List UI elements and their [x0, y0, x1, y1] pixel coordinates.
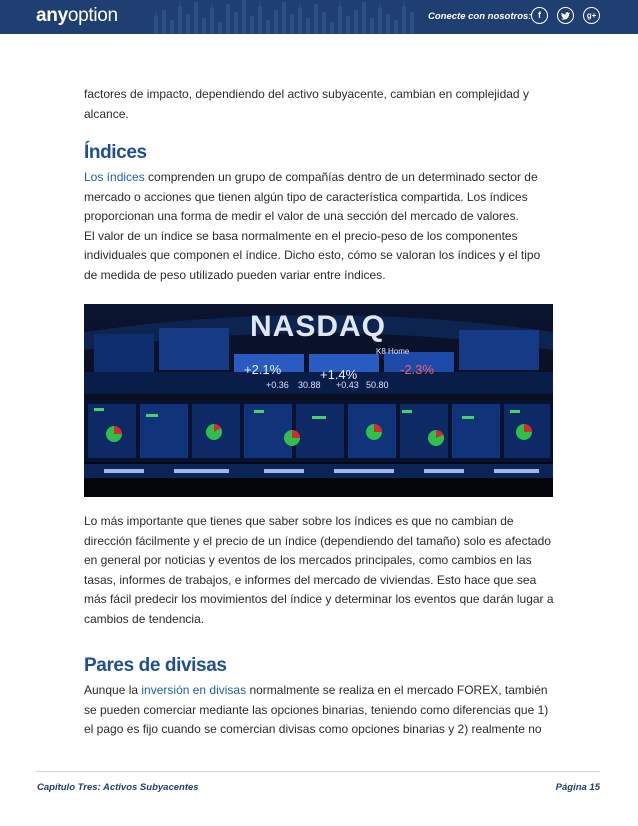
indices-paragraph-3: Lo más importante que tienes que saber sobre los índices es que no cambian de dirección fácilmente y el precio de un índice (dependiendo del tamaño) solo es afectado en general por noticias y eventos de los mercados principales, como cambios en las tasas, informes de trabajos, e informes del mercado de viviendas. Esto hace que sea más fácil predecir los movimientos del índice y determinar los eventos que darán lugar a cambios de tendencia.: [84, 514, 554, 626]
nasdaq-photo: [84, 304, 553, 497]
connect-label: Conecte con nosotros:: [428, 11, 532, 22]
pares-text-before: Aunque la: [84, 683, 142, 697]
readout-1: +2.1%: [244, 362, 282, 377]
indices-paragraph-2: El valor de un índice se basa normalmente en el precio-peso de los componentes individuales que componen el índice. Dicho esto, cómo se valoran los índices y el tipo de medida de peso utilizado pueden variar entre índices.: [84, 228, 541, 282]
indices-paragraph-1: [84, 168, 554, 227]
pares-paragraph: [84, 681, 554, 740]
anyoption-logo[interactable]: [36, 5, 118, 27]
logo-text-light: option: [67, 5, 118, 26]
twitter-bird-glyph: [561, 12, 570, 20]
pares-section: [84, 655, 554, 740]
readout-5: 30.88: [298, 380, 321, 390]
inversion-divisas-link[interactable]: inversión en divisas: [141, 683, 247, 697]
indices-continued-section: [84, 512, 554, 630]
intro-paragraph: factores de impacto, dependiendo del activo subyacente, cambian en complejidad y alcance.: [84, 87, 529, 121]
readout-7: 50.80: [366, 380, 389, 390]
page-header: [0, 0, 638, 34]
pares-text-after: normalmente se realiza en el mercado FOREX, también se pueden comerciar mediante las opciones binarias, teniendo como diferencias que 1) el pago es fijo cuando se comercian divisas como opciones binarias y 2) realmente no: [84, 683, 549, 737]
intro-section: [84, 85, 554, 124]
footer-chapter: Capítulo Tres: Activos Subyacentes: [37, 782, 199, 793]
indices-section: [84, 142, 554, 286]
footer-divider: [36, 771, 600, 772]
footer-page-number: Página 15: [555, 782, 600, 793]
indices-heading: Índices: [84, 142, 147, 163]
nasdaq-sign-text: NASDAQ: [249, 310, 387, 343]
indices-link[interactable]: Los índices: [84, 170, 145, 184]
pares-heading: Pares de divisas: [84, 655, 227, 676]
readout-8: K8 Home: [376, 347, 410, 356]
facebook-icon[interactable]: f: [531, 7, 548, 24]
readout-4: +0.36: [266, 380, 289, 390]
readout-2: +1.4%: [320, 367, 358, 382]
readout-6: +0.43: [336, 380, 359, 390]
readout-3: -2.3%: [400, 362, 434, 377]
twitter-icon[interactable]: [557, 7, 574, 24]
google-plus-icon[interactable]: g+: [583, 7, 600, 24]
nasdaq-photo-illustration: [84, 304, 553, 497]
indices-paragraph-1-text: comprenden un grupo de compañías dentro de un determinado sector de mercado o acciones que tienen algún tipo de característica compartida. Los índices proporcionan una forma de medir el valor de una sección del mercado de valores.: [84, 170, 538, 224]
header-candlestick-decoration: [150, 0, 420, 34]
logo-text-bold: any: [36, 5, 68, 26]
